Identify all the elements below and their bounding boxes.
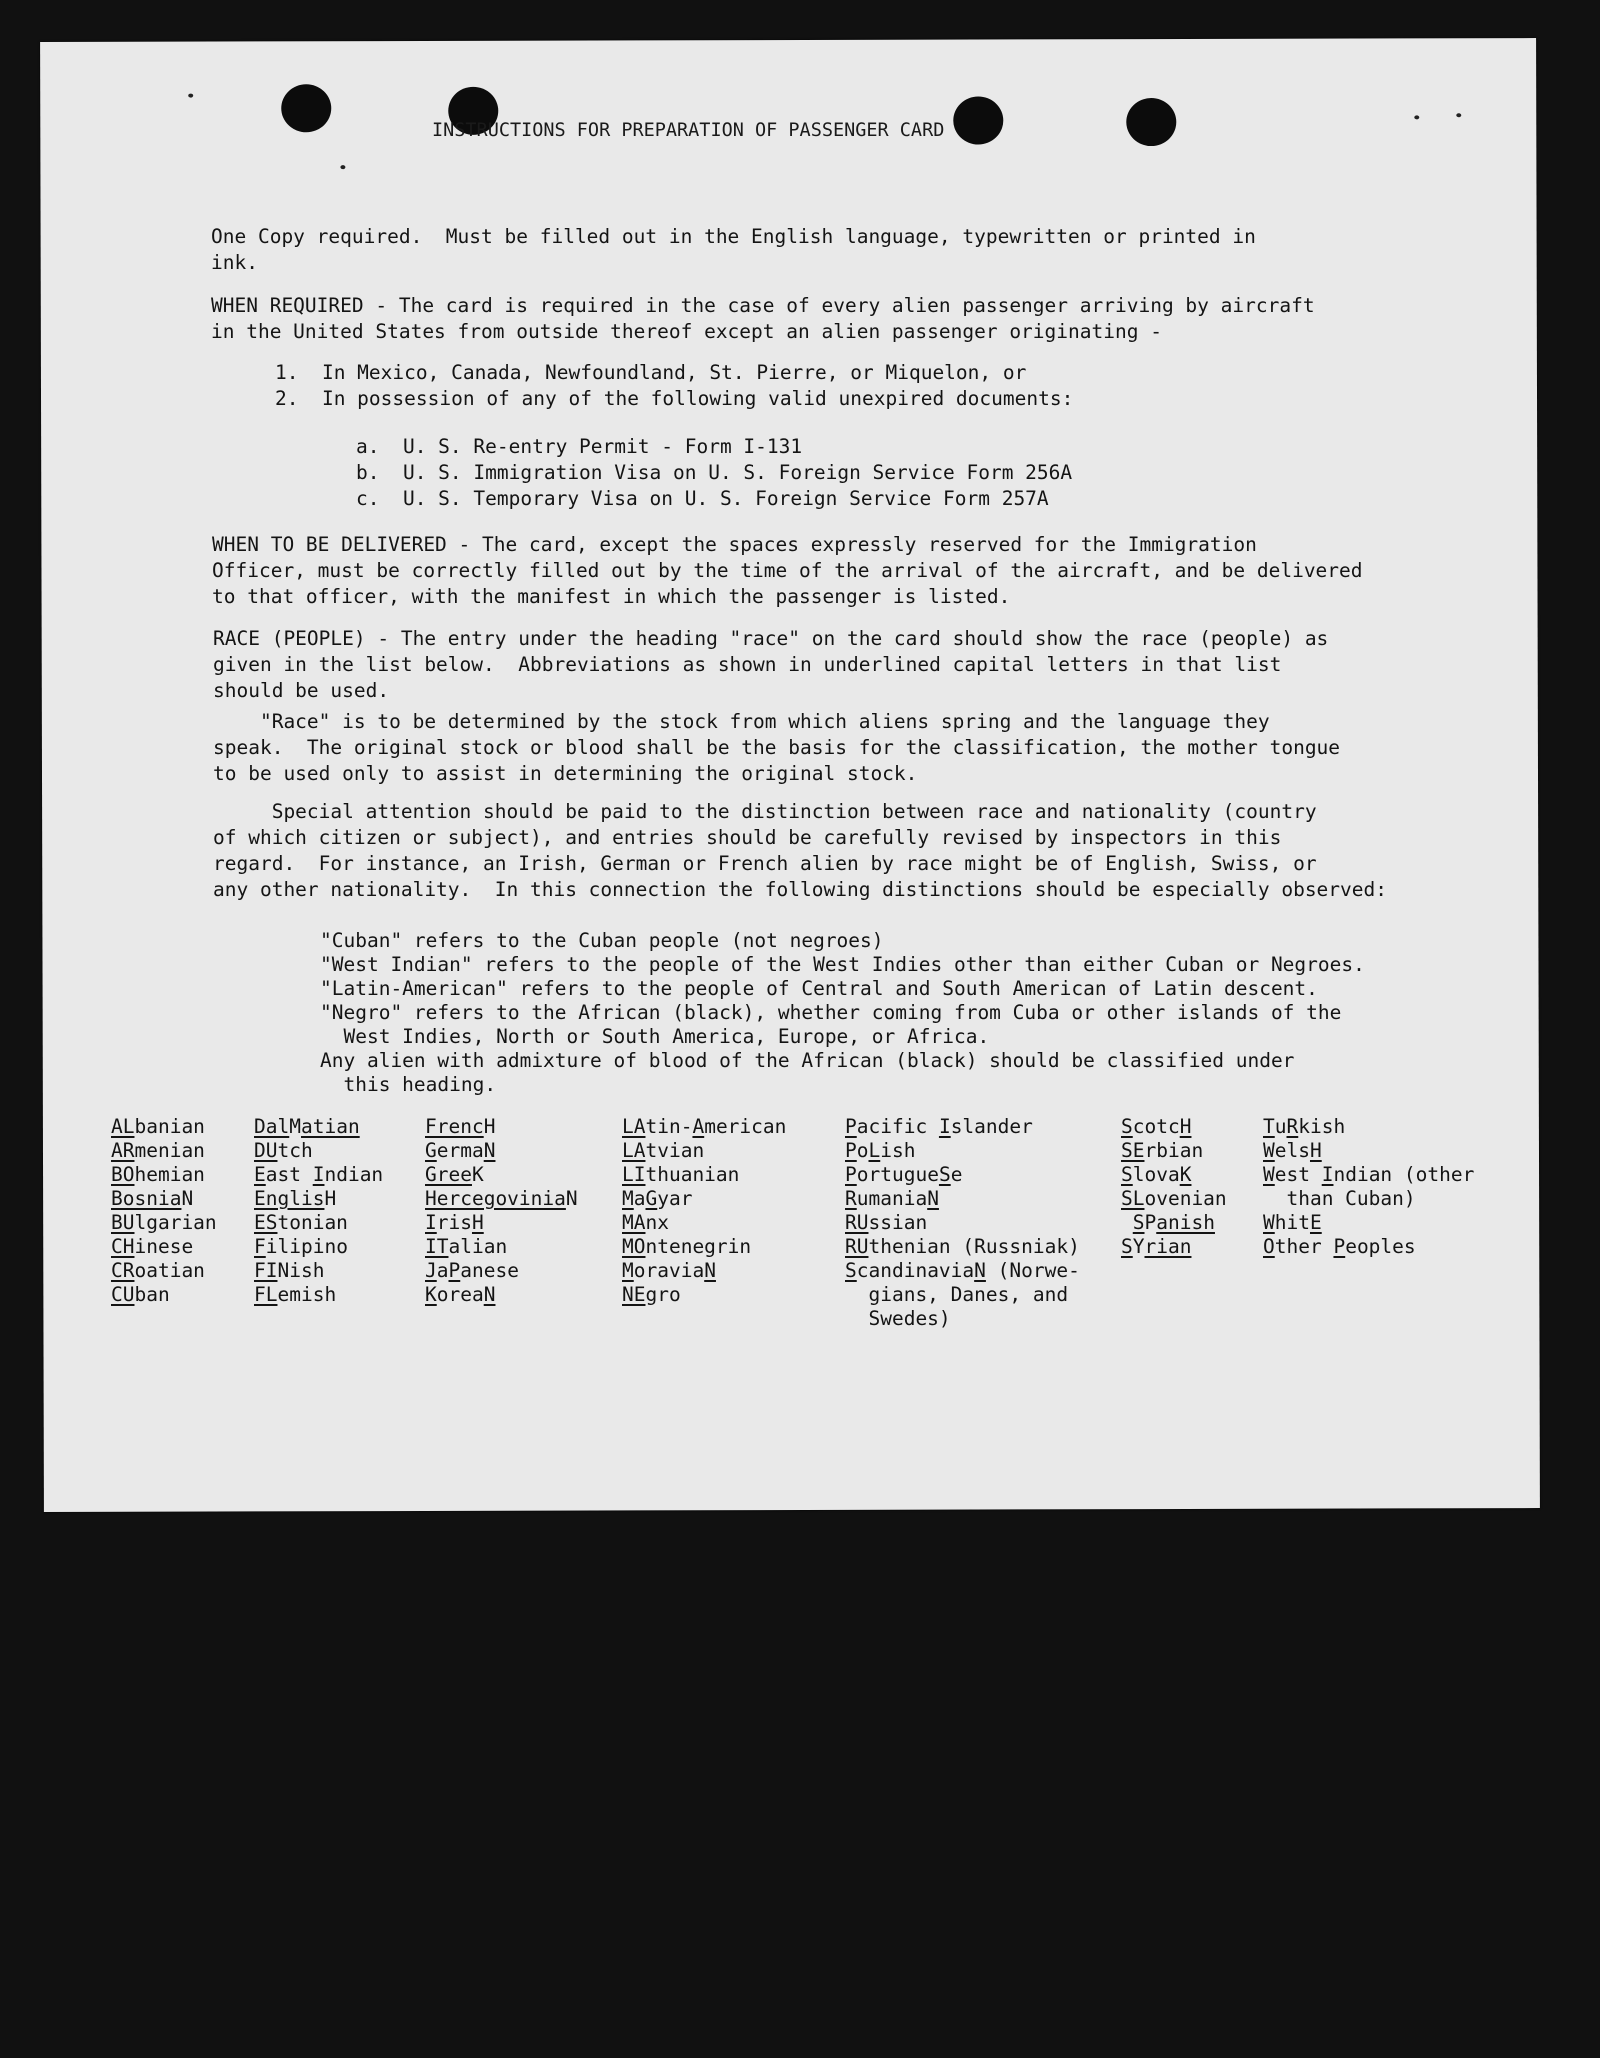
race-abbreviation: G: [645, 1187, 658, 1210]
race-entry: [1263, 1235, 1474, 1259]
race-entry: [254, 1163, 383, 1187]
race-abbreviation: L: [868, 1139, 881, 1162]
race-abbreviation: H: [1309, 1139, 1322, 1162]
race-abbreviation: N: [704, 1259, 716, 1282]
race-text: a: [633, 1187, 646, 1210]
race-column: [622, 1115, 786, 1307]
race-abbreviation: N: [483, 1139, 496, 1162]
race-abbreviation: W: [1263, 1211, 1275, 1234]
when-delivered-paragraph: WHEN TO BE DELIVERED - The card, except the spaces expressly reserved for the Immigration Officer, must be correctly filled out by the time of the arrival of the aircraft, and be delivered to that officer, with the manifest in which the passenger is listed.: [212, 533, 1363, 608]
race-text: H: [483, 1115, 496, 1138]
race-abbreviation: H: [1179, 1115, 1192, 1138]
race-abbreviation: AR: [111, 1139, 135, 1162]
race-text: ris: [436, 1211, 472, 1234]
race-abbreviation: N: [927, 1187, 939, 1210]
race-abbreviation: LA: [622, 1115, 646, 1138]
race-abbreviation: LA: [622, 1139, 646, 1162]
race-abbreviation: E: [1309, 1211, 1322, 1234]
race-entry: [622, 1139, 786, 1163]
race-text: lova: [1132, 1163, 1180, 1186]
race-entry: [622, 1283, 786, 1307]
race-text: emish: [277, 1283, 337, 1306]
race-abbreviation: N: [483, 1283, 496, 1306]
race-entry: [845, 1163, 1080, 1187]
race-entry: [1263, 1139, 1474, 1163]
race-entry: [845, 1139, 1080, 1163]
race-entry: [1121, 1211, 1227, 1235]
race-text: H: [324, 1187, 337, 1210]
race-entry: [425, 1259, 578, 1283]
race-text: ast: [265, 1163, 313, 1186]
race-entry: [111, 1283, 217, 1307]
race-entry: [425, 1235, 578, 1259]
special-attention-paragraph: Special attention should be paid to the distinction between race and nationality (country of which citizen or subject), and entries should be carefully revised by inspectors in this regard. For instance, an Irish, German or French alien by race might be of English, Swiss, or any other nationality. In this connection the following distinctions should be especially observed:: [213, 800, 1387, 901]
race-text: eoples: [1345, 1235, 1416, 1258]
race-entry: [845, 1115, 1080, 1139]
race-text: merican: [704, 1115, 787, 1138]
race-abbreviation: RU: [845, 1235, 869, 1258]
race-text: nx: [645, 1211, 669, 1234]
race-entry: [254, 1115, 383, 1139]
race-text: thenian (Russniak): [868, 1235, 1080, 1258]
race-text: thuanian: [645, 1163, 740, 1186]
race-entry: [1263, 1211, 1474, 1235]
race-abbreviation: BU: [111, 1211, 135, 1234]
race-entry: [425, 1139, 578, 1163]
race-text: hemian: [134, 1163, 205, 1186]
race-abbreviation: S: [1132, 1211, 1145, 1234]
race-text: than Cuban): [1263, 1187, 1416, 1210]
ink-speck: [1456, 113, 1461, 117]
race-abbreviation: SE: [1121, 1139, 1145, 1162]
race-people-paragraph: RACE (PEOPLE) - The entry under the heading "race" on the card should show the race (people) as given in the list below. Abbreviations as shown in underlined capital letters in that list should be used.: [213, 627, 1329, 702]
race-text: N: [181, 1187, 194, 1210]
race-text: menian: [134, 1139, 205, 1162]
race-abbreviation: Dal: [254, 1115, 290, 1138]
race-text: K: [471, 1163, 484, 1186]
race-text: (Norwe-: [985, 1259, 1080, 1282]
race-abbreviation: Englis: [254, 1187, 325, 1210]
race-abbreviation: I: [1321, 1163, 1334, 1186]
race-text: ovenian: [1144, 1187, 1227, 1210]
race-abbreviation: SL: [1121, 1187, 1145, 1210]
race-indent: [1121, 1211, 1133, 1234]
race-entry: [1121, 1187, 1227, 1211]
race-entry: [254, 1283, 383, 1307]
race-abbreviation: Frenc: [425, 1115, 484, 1138]
race-text: tch: [277, 1139, 313, 1162]
race-abbreviation: A: [692, 1115, 705, 1138]
race-text: orea: [436, 1283, 484, 1306]
race-text: u: [1274, 1115, 1287, 1138]
race-text: o: [856, 1139, 869, 1162]
race-text: tin-: [645, 1115, 693, 1138]
race-entry: [1263, 1163, 1474, 1187]
race-text: Swedes): [845, 1307, 951, 1330]
race-definition-paragraph: "Race" is to be determined by the stock from which aliens spring and the language they speak. The original stock or blood shall be the basis for the classification, the mother tongue to be used only to assist in determining the original stock.: [213, 710, 1341, 785]
race-entry: [845, 1259, 1080, 1283]
race-text: anese: [460, 1259, 519, 1282]
race-abbreviation: DU: [254, 1139, 278, 1162]
race-text: candinavia: [856, 1259, 975, 1282]
race-text: tonian: [277, 1211, 348, 1234]
race-abbreviation: CH: [111, 1235, 135, 1258]
race-text: Nish: [277, 1259, 325, 1282]
race-abbreviation: S: [1121, 1115, 1133, 1138]
race-column: [111, 1115, 217, 1307]
race-text: gians, Danes, and: [845, 1283, 1069, 1306]
race-entry: [111, 1163, 217, 1187]
race-text: ndian (other: [1333, 1163, 1475, 1186]
intro-paragraph: One Copy required. Must be filled out in the English language, typewritten or printed in ink.: [211, 225, 1256, 274]
race-text: N: [565, 1187, 578, 1210]
race-abbreviation: rian: [1144, 1235, 1192, 1258]
race-text: ndian: [324, 1163, 384, 1186]
race-abbreviation: IT: [425, 1235, 449, 1258]
race-text: lgarian: [134, 1211, 217, 1234]
race-entry: [111, 1115, 217, 1139]
race-entry: [1263, 1187, 1474, 1211]
punch-hole: [953, 96, 1003, 144]
race-abbreviation: H: [471, 1211, 484, 1234]
race-abbreviation: atian: [300, 1115, 360, 1138]
race-abbreviation: P: [1333, 1235, 1346, 1258]
race-text: kish: [1298, 1115, 1346, 1138]
race-column: [1263, 1115, 1474, 1259]
race-abbreviation: P: [448, 1259, 461, 1282]
race-text: alian: [448, 1235, 508, 1258]
race-entry: [845, 1307, 1080, 1331]
race-entry: [254, 1211, 383, 1235]
race-text: gro: [645, 1283, 681, 1306]
race-text: a: [436, 1259, 449, 1282]
race-abbreviation: P: [845, 1139, 857, 1162]
race-text: erma: [436, 1139, 484, 1162]
race-text: rbian: [1144, 1139, 1204, 1162]
race-abbreviation: anish: [1156, 1211, 1215, 1234]
race-text: ortugue: [856, 1163, 939, 1186]
race-abbreviation: T: [1263, 1115, 1275, 1138]
race-entry: [254, 1139, 383, 1163]
race-abbreviation: P: [845, 1115, 857, 1138]
race-text: umania: [856, 1187, 928, 1210]
race-abbreviation: CR: [111, 1259, 135, 1282]
race-text: ther: [1274, 1235, 1334, 1258]
race-abbreviation: FI: [254, 1259, 278, 1282]
race-text: ban: [134, 1283, 170, 1306]
race-abbreviation: R: [1286, 1115, 1299, 1138]
race-entry: [845, 1211, 1080, 1235]
race-entry: [425, 1187, 578, 1211]
race-entry: [1121, 1235, 1227, 1259]
race-column: [254, 1115, 383, 1307]
race-abbreviation: MA: [622, 1211, 646, 1234]
race-abbreviation: P: [845, 1163, 857, 1186]
race-text: ilipino: [265, 1235, 348, 1258]
race-abbreviation: K: [1179, 1163, 1192, 1186]
race-text: est: [1274, 1163, 1322, 1186]
race-abbreviation: F: [254, 1235, 266, 1258]
race-text: oatian: [134, 1259, 205, 1282]
document-title: INSTRUCTIONS FOR PREPARATION OF PASSENGER CARD: [432, 120, 945, 141]
race-entry: [1121, 1163, 1227, 1187]
ink-speck: [340, 165, 345, 169]
race-abbreviation: NE: [622, 1283, 646, 1306]
race-abbreviation: M: [622, 1187, 634, 1210]
race-entry: [111, 1259, 217, 1283]
race-abbreviation: S: [845, 1259, 857, 1282]
race-abbreviation: G: [425, 1139, 437, 1162]
race-text: M: [289, 1115, 301, 1138]
race-entry: [425, 1115, 578, 1139]
race-abbreviation: CU: [111, 1283, 135, 1306]
race-entry: [1121, 1115, 1227, 1139]
race-abbreviation: I: [938, 1115, 951, 1138]
race-abbreviation: Gree: [425, 1163, 472, 1186]
race-abbreviation: O: [1263, 1235, 1275, 1258]
race-text: e: [950, 1163, 963, 1186]
race-abbreviation: S: [1121, 1163, 1133, 1186]
race-column: [1121, 1115, 1227, 1259]
race-text: P: [1144, 1211, 1157, 1234]
race-text: cotc: [1132, 1115, 1180, 1138]
race-abbreviation: Bosnia: [111, 1187, 182, 1210]
race-abbreviation: J: [425, 1259, 437, 1282]
race-entry: [622, 1211, 786, 1235]
race-entry: [622, 1235, 786, 1259]
documents-list: a. U. S. Re-entry Permit - Form I-131 b. U. S. Immigration Visa on U. S. Foreign Service Form 256A c. U. S. Temporary Visa on U. S. Foreign Service Form 257A: [356, 435, 1073, 510]
race-entry: [1121, 1139, 1227, 1163]
race-text: slander: [950, 1115, 1033, 1138]
race-column: [425, 1115, 578, 1307]
race-abbreviation: LI: [622, 1163, 646, 1186]
race-entry: [254, 1259, 383, 1283]
race-entry: [425, 1163, 578, 1187]
race-column: [845, 1115, 1080, 1331]
ink-speck: [188, 94, 193, 98]
race-abbreviation: I: [425, 1211, 437, 1234]
race-abbreviation: N: [974, 1259, 986, 1282]
race-abbreviation: R: [845, 1187, 857, 1210]
race-text: oravia: [633, 1259, 705, 1282]
race-abbreviation: M: [622, 1259, 634, 1282]
race-text: Y: [1132, 1235, 1145, 1258]
race-abbreviation: S: [938, 1163, 951, 1186]
race-entry: [1263, 1115, 1474, 1139]
race-text: yar: [657, 1187, 693, 1210]
race-abbreviation: MO: [622, 1235, 646, 1258]
race-entry: [622, 1259, 786, 1283]
race-text: acific: [856, 1115, 939, 1138]
race-text: ntenegrin: [645, 1235, 752, 1258]
race-text: tvian: [645, 1139, 705, 1162]
punch-hole: [1126, 98, 1176, 146]
race-entry: [845, 1187, 1080, 1211]
race-entry: [845, 1283, 1080, 1307]
race-text: banian: [134, 1115, 205, 1138]
race-abbreviation: Hercegovinia: [425, 1187, 566, 1210]
punch-hole: [281, 84, 331, 132]
race-entry: [111, 1235, 217, 1259]
race-entry: [111, 1139, 217, 1163]
race-entry: [622, 1187, 786, 1211]
race-entry: [622, 1115, 786, 1139]
race-abbreviation: W: [1263, 1139, 1275, 1162]
race-abbreviation: K: [425, 1283, 437, 1306]
race-text: ish: [880, 1139, 916, 1162]
when-required-paragraph: WHEN REQUIRED - The card is required in the case of every alien passenger arriving by aircraft in the United States from outside thereof except an alien passenger originating -: [211, 294, 1315, 343]
race-text: els: [1274, 1139, 1310, 1162]
ink-speck: [1414, 115, 1419, 119]
distinctions-list: "Cuban" refers to the Cuban people (not negroes) "West Indian" refers to the people of the West Indies other than either Cuban or Negroes. "Latin-American" refers to the people of Central and South American of Latin descent. "Negro" refers to the African (black), whether coming from Cuba or other islands of the West Indies, North or South America, Europe, or Africa. Any alien with admixture of blood of the African (black) should be classified under this heading.: [320, 929, 1365, 1096]
exceptions-list: 1. In Mexico, Canada, Newfoundland, St. Pierre, or Miquelon, or 2. In possession of any of the following valid unexpired documents:: [275, 361, 1074, 410]
race-entry: [845, 1235, 1080, 1259]
race-abbreviation: S: [1121, 1235, 1133, 1258]
race-entry: [111, 1211, 217, 1235]
race-abbreviation: ES: [254, 1211, 278, 1234]
race-entry: [622, 1163, 786, 1187]
race-entry: [254, 1187, 383, 1211]
race-abbreviation: AL: [111, 1115, 135, 1138]
race-abbreviation: W: [1263, 1163, 1275, 1186]
race-abbreviation: BO: [111, 1163, 135, 1186]
race-entry: [425, 1283, 578, 1307]
race-text: ssian: [868, 1211, 928, 1234]
race-abbreviation: E: [254, 1163, 266, 1186]
race-abbreviation: I: [312, 1163, 325, 1186]
race-text: inese: [134, 1235, 194, 1258]
race-text: hit: [1274, 1211, 1310, 1234]
race-abbreviation: RU: [845, 1211, 869, 1234]
race-entry: [254, 1235, 383, 1259]
race-entry: [425, 1211, 578, 1235]
race-abbreviation: FL: [254, 1283, 278, 1306]
race-entry: [111, 1187, 217, 1211]
